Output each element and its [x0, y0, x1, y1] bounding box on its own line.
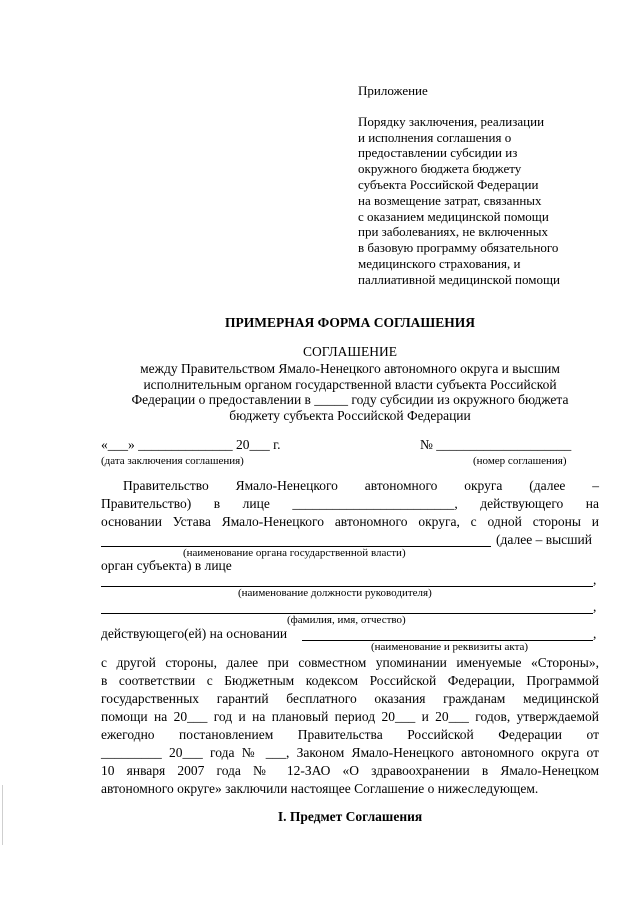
agreement-subtitle-line: Федерации о предоставлении в _____ году субсидии из окружного бюджета: [131, 392, 569, 407]
comma: ,: [593, 599, 597, 614]
agreement-subtitle: [100, 361, 600, 423]
comma: ,: [593, 626, 597, 641]
agreement-subtitle-line: исполнительным органом государственной власти субъекта Российской: [143, 376, 557, 392]
paragraph-line: государственных гарантий бесплатного оказания гражданам медицинской: [101, 691, 599, 706]
date-caption: (дата заключения соглашения): [101, 455, 244, 467]
appendix-line: и исполнения соглашения о: [358, 129, 512, 145]
paragraph-text: действующего(ей) на основании: [101, 626, 288, 641]
paragraph-line: Правительство) в лице ________________________, действующего на: [101, 496, 599, 511]
appendix-line: медицинского страхования, и: [358, 255, 521, 271]
paragraph-line: автономного округе» заключили настоящее Соглашение о нижеследующем.: [101, 781, 539, 796]
appendix-line: с оказанием медицинской помощи: [358, 208, 549, 224]
paragraph-line: основании Устава Ямало-Ненецкого автономного округа, с одной стороны и: [101, 514, 599, 529]
agreement-title: СОГЛАШЕНИЕ: [302, 344, 398, 359]
number-caption: (номер соглашения): [473, 455, 567, 467]
paragraph-line: 10 января 2007 года № 12-ЗАО «О здравоохранении в Ямало-Ненецком: [101, 763, 599, 778]
appendix-line: Порядку заключения, реализации: [358, 113, 545, 129]
date-field: «___» ______________ 20___ г.: [101, 437, 281, 452]
page-edge-mark: [2, 785, 3, 845]
appendix-line: предоставлении субсидии из: [358, 145, 518, 161]
agreement-subtitle-line: бюджету субъекта Российской Федерации: [229, 407, 471, 423]
appendix-line: окружного бюджета бюджету: [358, 161, 522, 177]
form-title: ПРИМЕРНАЯ ФОРМА СОГЛАШЕНИЯ: [225, 315, 475, 330]
paragraph-line: помощи на 20___ год и на плановый период 20___ и 20___ годов, утверждаемой: [101, 709, 599, 724]
org-caption: (наименование органа государственной власти): [183, 547, 406, 559]
paragraph-line: _________ 20___ года № ___, Законом Ямало-Ненецкого автономного округа от: [101, 745, 599, 760]
paragraph-text: (далее – высший: [496, 532, 592, 547]
appendix-line: в базовую программу обязательного: [358, 240, 559, 256]
appendix-line: субъекта Российской Федерации: [358, 176, 539, 192]
section-title: I. Предмет Соглашения: [277, 809, 423, 824]
act-caption: (наименование и реквизиты акта): [371, 641, 529, 653]
paragraph-line: Правительство Ямало-Ненецкого автономного округа (далее –: [123, 478, 599, 493]
number-field: № ____________________: [420, 437, 572, 452]
fio-caption: (фамилия, имя, отчество): [287, 614, 406, 626]
paragraph-line: ежегодно постановлением Правительства Российской Федерации от: [101, 727, 599, 742]
position-caption: (наименование должности руководителя): [238, 587, 432, 599]
appendix-line: при заболеваниях, не включенных: [358, 224, 548, 240]
paragraph-line: в соответствии с Бюджетным кодексом Российской Федерации, Программой: [101, 673, 599, 688]
appendix-title: Приложение: [358, 83, 428, 98]
paragraph-text: орган субъекта) в лице: [101, 558, 232, 573]
appendix-block: [358, 83, 598, 288]
appendix-line: на возмещение затрат, связанных: [358, 192, 542, 208]
paragraph-line: с другой стороны, далее при совместном упоминании именуемые «Стороны»,: [101, 655, 599, 670]
comma: ,: [593, 572, 597, 587]
agreement-subtitle-line: между Правительством Ямало-Ненецкого автономного округа и высшим: [140, 361, 560, 376]
appendix-line: паллиативной медицинской помощи: [358, 271, 560, 287]
